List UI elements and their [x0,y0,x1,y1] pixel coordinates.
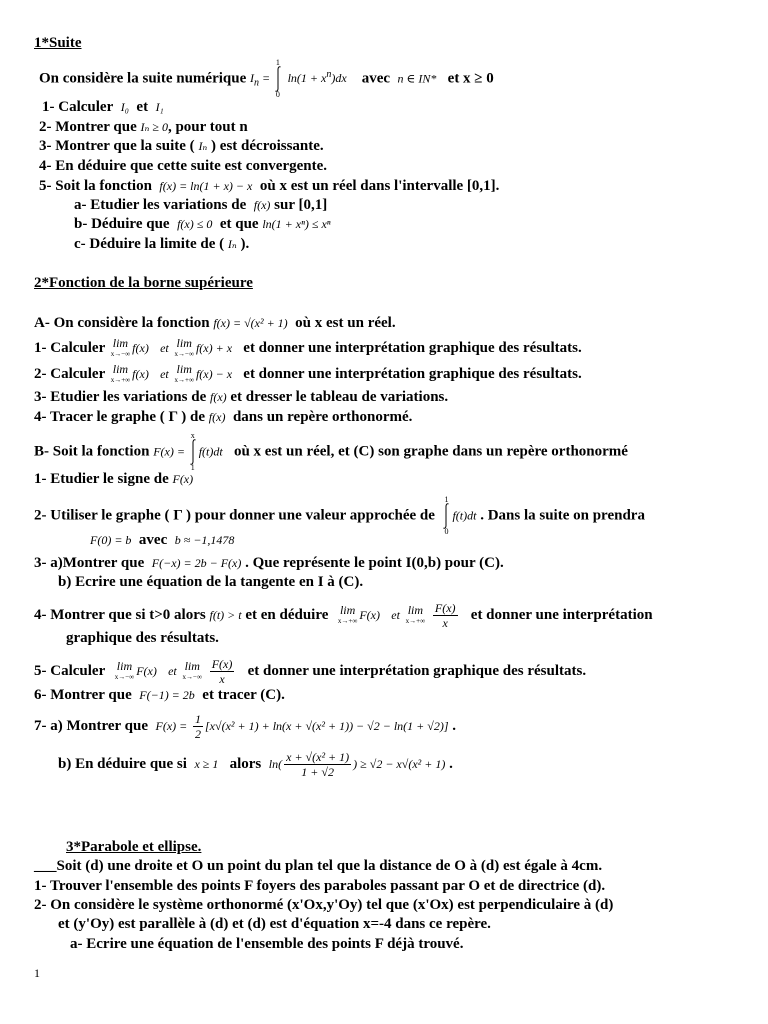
s2-B-question-1: 1- Etudier le signe de F(x) [34,471,194,487]
s2-A-question-1: 1- Calculer lim x→−∞ f(x) et lim x→−∞ f(x) + x et donner une interprétation graphique des résultats. [34,336,582,358]
s3-intro: ___Soit (d) une droite et O un point du plan tel que la distance de O à (d) est égale à 4cm. [34,858,603,874]
integral-def-In: $I_n$ = [249,71,271,89]
s2-B-question-7a: 7- a) Montrer que F(x) = $\frac{1}{2}$ [x√(x² + 1) + ln(x + √(x² + 1)) − √2 − ln(1 + √2)] . [34,712,457,741]
integral-sign: x 1 [190,431,195,472]
s3-question-2a: a- Ecrire une équation de l'ensemble des points F déjà trouvé. [70,936,464,952]
section1-title: 1*Suite [34,35,82,51]
s1-question-5: 5- Soit la fonction f(x) = ln(1 + x) − x où x est un réel dans l'intervalle [0,1]. [39,178,500,194]
s1-question-3: 3- Montrer que la suite ( Iₙ ) est décroissante. [39,138,324,154]
s2-B-question-3b: b) Ecrire une équation de la tangente en I à (C). [58,574,364,590]
s3-question-2: 2- On considère le système orthonormé (x'Ox,y'Oy) tel que (x'Ox) est perpendiculaire à (d) [34,897,614,913]
section3-title: 3*Parabole et ellipse. [66,839,202,855]
integral-sign: 1 0 [444,495,449,536]
section1-intro: On considère la suite numérique $I_n$ = 1 0 $\ln(1 + x^n)dx$ avec n ∈ IN* et x ≥ 0 [39,58,494,99]
s2-B-question-3a: 3- a)Montrer que F(−x) = 2b − F(x) . Que représente le point I(0,b) pour (C). [34,555,504,571]
section2-title: 2*Fonction de la borne supérieure [34,275,253,291]
page-number: 1 [34,966,40,980]
s3-question-1: 1- Trouver l'ensemble des points F foyers des paraboles passant par O et de directrice (d). [34,878,606,894]
s2-B-question-4-cont: graphique des résultats. [66,630,219,646]
s1-question-5b: b- Déduire que f(x) ≤ 0 et que ln(1 + xⁿ) ≤ xⁿ [74,216,331,232]
s2-B-question-2-cont: F(0) = b avec b ≈ −1,1478 [90,532,235,548]
s1-question-1: 1- Calculer I₀ et I₁ [42,99,164,115]
s2-B-question-5: 5- Calculer lim x→−∞ F(x) et lim x→−∞ $\frac{F(x)}{x}$ et donner une interprétation graphique des résultats. [34,657,587,686]
s2-A-question-4: 4- Tracer le graphe ( Γ ) de f(x) dans un repère orthonormé. [34,409,413,425]
integral-sign: 1 0 [275,58,280,99]
s2-B-question-2: 2- Utiliser le graphe ( Γ ) pour donner une valeur approchée de 1 0 f(t)dt . Dans la suite on prendra [34,495,645,536]
s1-question-5a: a- Etudier les variations de f(x) sur [0,1] [74,197,328,213]
s2-part-B: B- Soit la fonction F(x) = x 1 f(t)dt où x est un réel, et (C) son graphe dans un repère orthonormé [34,431,628,472]
s2-part-A: A- On considère la fonction f(x) = √(x² + 1) où x est un réel. [34,315,396,331]
s2-A-question-2: 2- Calculer lim x→+∞ f(x) et lim x→+∞ f(x) − x et donner une interprétation graphique des résultats. [34,362,582,384]
s1-question-2: 2- Montrer que Iₙ ≥ 0, pour tout n [39,119,248,135]
s1-question-5c: c- Déduire la limite de ( Iₙ ). [74,236,250,252]
s2-A-question-3: 3- Etudier les variations de f(x) et dresser le tableau de variations. [34,389,449,405]
s1-question-4: 4- En déduire que cette suite est convergente. [39,158,328,174]
s2-B-question-6: 6- Montrer que F(−1) = 2b et tracer (C). [34,687,285,703]
s2-B-question-4: 4- Montrer que si t>0 alors f(t) > t et en déduire lim x→+∞ F(x) et lim x→+∞ $\frac{F(x)}{x}$ et donner une interprétation [34,601,653,630]
s2-B-question-7b: b) En déduire que si x ≥ 1 alors ln( $\frac{\text{x + √(x² + 1)}}{1 + √2}$ ) ≥ √2 − x√(x² + 1) . [58,750,453,779]
s3-question-2-cont: et (y'Oy) est parallèle à (d) et (d) est d'équation x=-4 dans ce repère. [58,916,491,932]
